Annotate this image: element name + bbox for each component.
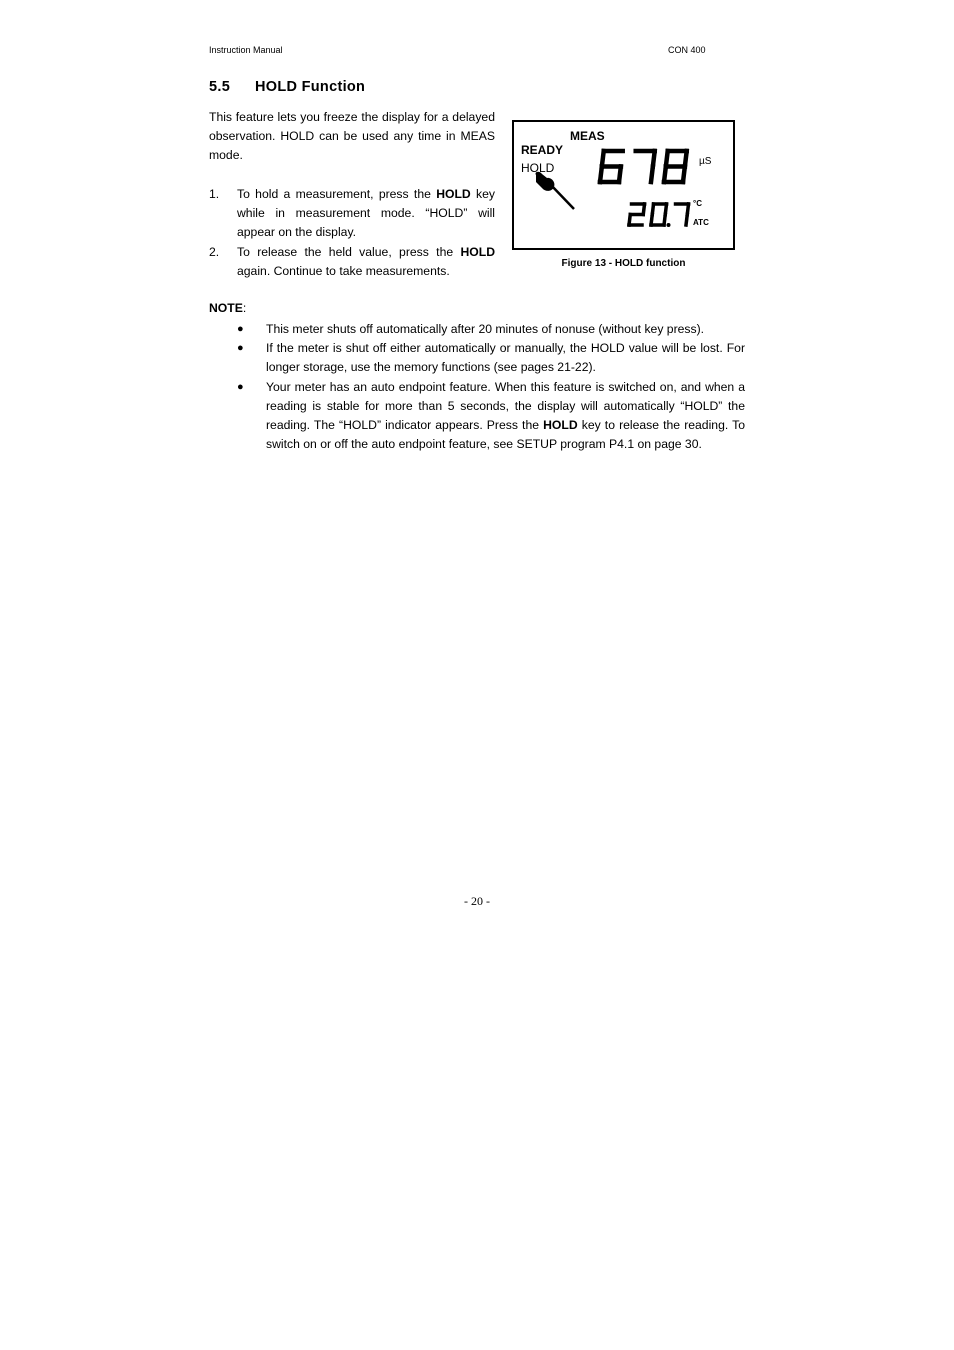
note-text: Your meter has an auto endpoint feature. When this feature is switched on, and when a reading is stable for more than 5 seconds, the display will automatically “HOLD” the reading. The “HOLD” indicator appears. Press the: [266, 379, 745, 433]
step-text: To release the held value, press the: [237, 244, 461, 259]
lcd-segment: [685, 151, 687, 167]
lcd-segment: [651, 167, 653, 183]
lcd-atc-label: ATC: [693, 218, 709, 227]
lcd-segment: [652, 204, 653, 215]
lcd-segment: [664, 167, 666, 183]
note-label: [209, 301, 246, 315]
step-key: HOLD: [436, 187, 471, 201]
lcd-temp-value: [629, 204, 689, 227]
header-right: CON 400: [668, 45, 706, 55]
lcd-meas-label: MEAS: [570, 129, 605, 143]
figure-caption: Figure 13 - HOLD function: [561, 258, 686, 269]
step-item: [209, 185, 495, 243]
step-number: 2.: [209, 244, 220, 259]
step-text: To hold a measurement, press the: [237, 187, 437, 201]
step-text-after: again. Continue to take measurements.: [237, 263, 450, 278]
lcd-temp-unit: °C: [693, 199, 702, 208]
page-number: - 20 -: [464, 894, 490, 908]
lcd-digits: [514, 122, 733, 248]
note-item: [237, 320, 745, 339]
lcd-segment: [602, 151, 604, 167]
note-key: HOLD: [543, 418, 578, 433]
steps-list: [209, 185, 495, 281]
note-item: [237, 339, 745, 377]
lcd-display-figure: [512, 120, 735, 250]
lcd-segment: [683, 167, 685, 183]
note-text: If the meter is shut off either automatically or manually, the HOLD value will be lost. For longer storage, use the memory functions (see pages 21-22).: [266, 341, 745, 375]
lcd-main-unit: µS: [699, 156, 712, 167]
note-text-after: key to release the reading. To switch on or off the auto endpoint feature, see SETUP program P4.1 on page 30.: [266, 418, 745, 452]
header-left: Instruction Manual: [209, 45, 283, 55]
lcd-segment: [600, 167, 602, 183]
note-colon: :: [242, 301, 247, 315]
step-text-after: key while in measurement mode. “HOLD” will appear on the display.: [237, 187, 495, 240]
note-text: This meter shuts off automatically after 20 minutes of nonuse (without key press).: [266, 322, 705, 336]
intro-paragraph: This feature lets you freeze the display for a delayed observation. HOLD can be used any time in MEAS mode.: [209, 110, 495, 163]
lcd-segment: [686, 215, 687, 226]
note-item: [237, 378, 745, 455]
lcd-hold-label: HOLD: [521, 161, 555, 175]
section-number: 5.5: [209, 79, 231, 95]
lcd-ready-label: READY: [521, 143, 564, 157]
hand-pointer-icon: [536, 172, 574, 209]
section-heading: [209, 79, 365, 95]
step-key: HOLD: [460, 244, 495, 259]
bullet-icon: ●: [237, 342, 244, 355]
note-label-text: NOTE: [209, 301, 243, 315]
bullet-icon: ●: [237, 323, 244, 335]
section-title: HOLD Function: [255, 79, 366, 95]
lcd-segment: [653, 151, 655, 167]
lcd-segment: [666, 151, 668, 167]
bullet-icon: ●: [237, 380, 244, 393]
notes-list: [237, 320, 745, 454]
step-item: [209, 243, 495, 281]
lcd-segment: [619, 167, 621, 183]
step-number: 1.: [209, 187, 220, 201]
lcd-main-value: [600, 151, 687, 182]
